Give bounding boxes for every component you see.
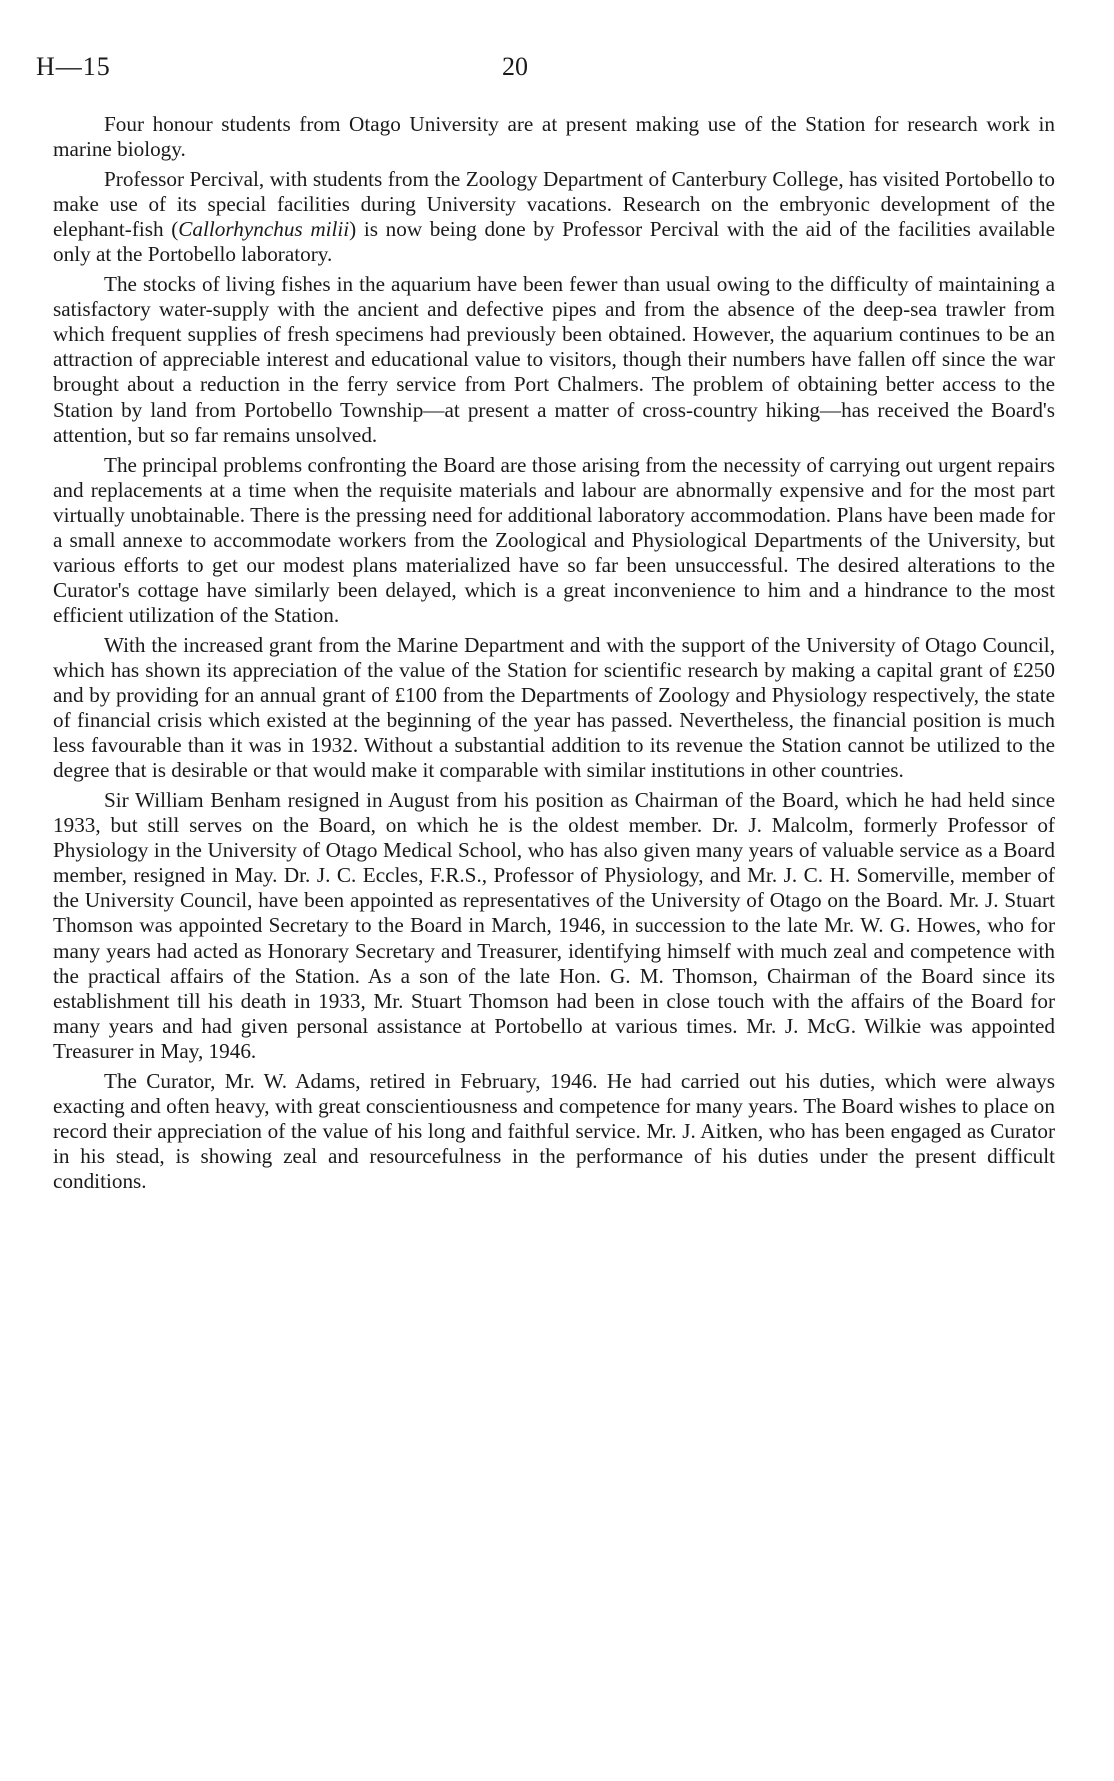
paragraph-grants: With the increased grant from the Marine Department and with the support of the University of Otago Council, which has shown its appreciation of the value of the Station for scientific research by making a capital grant of £250 and by providing for an annual grant of £100 from the Departments of Zoology and Physiology respectively, the state of financial crisis which existed at the beginning of the year has passed. Nevertheless, the financial position is much less favourable than it was in 1932. Without a substantial addition to its revenue the Station cannot be utilized to the degree that is desirable or that would make it comparable with similar institutions in other countries. xyxy=(53,632,1055,783)
paragraph-text: Professor Percival, with students from the Zoology Department of Canterbury College, has visited Portobello to make use of its special facilities during University vacations. Research on the embryonic development of the elephant-fish ( xyxy=(53,167,1055,242)
page-number: 20 xyxy=(502,52,528,81)
paragraph-curator: The Curator, Mr. W. Adams, retired in February, 1946. He had carried out his duties, which were always exacting and often heavy, with great conscientiousness and competence for many years. The Board wishes to place on record their appreciation of the value of his long and faithful service. Mr. J. Aitken, who has been engaged as Curator in his stead, is showing zeal and resourcefulness in the performance of his duties under the present difficult conditions. xyxy=(53,1068,1055,1193)
paragraph-principal-problems: The principal problems confronting the Board are those arising from the necessity of carrying out urgent repairs and replacements at a time when the requisite materials and labour are abnormally expensive and for the most part virtually unobtainable. There is the pressing need for additional laboratory accommodation. Plans have been made for a small annexe to accommodate workers from the Zoological and Physiological Departments of the University, but various efforts to get our modest plans materialized have so far been unsuccessful. The desired alterations to the Curator's cottage have similarly been delayed, which is a great inconvenience to him and a hindrance to the most efficient utilization of the Station. xyxy=(53,452,1055,627)
paragraph-board-changes: Sir William Benham resigned in August from his position as Chairman of the Board, which he had held since 1933, but still serves on the Board, on which he is the oldest member. Dr. J. Malcolm, formerly Professor of Physiology in the University of Otago Medical School, who has also given many years of valuable service as a Board member, resigned in May. Dr. J. C. Eccles, F.R.S., Professor of Physiology, and Mr. J. C. H. Somerville, member of the University Council, have been appointed as representatives of the University of Otago on the Board. Mr. J. Stuart Thomson was appointed Secretary to the Board in March, 1946, in succession to the late Mr. W. G. Howes, who for many years had acted as Honorary Secretary and Treasurer, identifying himself with much zeal and competence with the practical affairs of the Station. As a son of the late Hon. G. M. Thomson, Chairman of the Board since its establishment till his death in 1933, Mr. Stuart Thomson had been in close touch with the affairs of the Board for many years and had given personal assistance at Portobello at various times. Mr. J. McG. Wilkie was appointed Treasurer in May, 1946. xyxy=(53,788,1055,1063)
paragraph-text: ) is now being done by Professor Percival with the aid of the facilities available only at the Portobello laboratory. xyxy=(53,217,1055,267)
paragraph-honour-students: Four honour students from Otago University are at present making use of the Station for research work in marine biology. xyxy=(53,112,1055,162)
body-text xyxy=(53,112,1055,1199)
species-name: Callorhynchus milii xyxy=(178,217,350,242)
page-header xyxy=(36,52,1066,92)
paragraph-professor-percival xyxy=(53,167,1055,267)
document-code: H—15 xyxy=(36,52,111,81)
paragraph-aquarium: The stocks of living fishes in the aquarium have been fewer than usual owing to the difficulty of maintaining a satisfactory water-supply with the ancient and defective pipes and from the absence of the deep-sea trawler from which frequent supplies of fresh specimens had previously been obtained. However, the aquarium continues to be an attraction of appreciable interest and educational value to visitors, though their numbers have fallen off since the war brought about a reduction in the ferry service from Port Chalmers. The problem of obtaining better access to the Station by land from Portobello Township—at present a matter of cross-country hiking—has received the Board's attention, but so far remains unsolved. xyxy=(53,272,1055,447)
